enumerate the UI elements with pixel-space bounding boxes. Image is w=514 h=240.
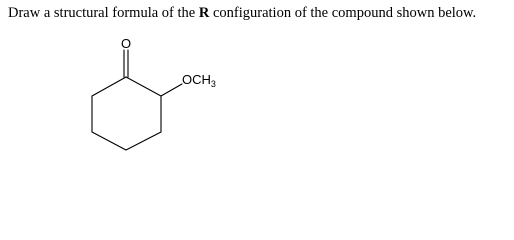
ring-bond-c3-c4 [126,132,161,150]
question-text-after: configuration of the compound shown below. [209,5,477,21]
ring-bond-c1-c2 [126,77,161,96]
methoxy-label-subscript: 3 [210,79,216,89]
ring-bond-c4-c5 [92,132,126,150]
cyclohexane-ring [92,77,161,150]
question-text-before: Draw a structural formula of the [8,5,199,21]
carbonyl-double-bond [124,50,128,77]
methoxy-bond [161,84,182,96]
ring-bond-c6-c1 [92,77,126,96]
methoxy-label-main: OCH [182,72,211,87]
carbonyl-oxygen-label: O [120,36,132,51]
methoxy-label [182,72,216,89]
question-emphasis-r: R [198,5,210,21]
